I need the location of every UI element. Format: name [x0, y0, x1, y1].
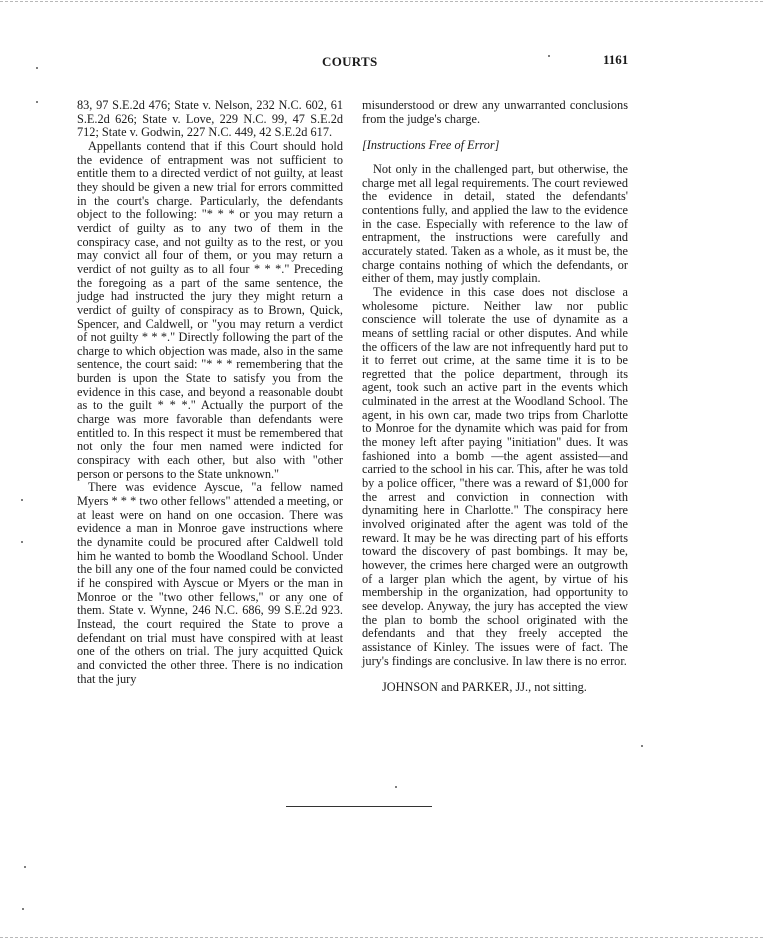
bottom-scan-border — [0, 937, 763, 938]
scan-speck — [24, 866, 26, 868]
scan-speck — [36, 67, 38, 69]
running-head: COURTS — [322, 54, 378, 69]
body-paragraph: Not only in the challenged part, but otherwise, the charge met all legal requirements. The court reviewed the evidence in detail, stated the defendants' contentions fully, and applied the law to the evidence in the case. Especially with reference to the law of entrapment, the instructions were carefully and accurately stated. Taken as a whole, as it must be, the charge contains nothing of which the defendants, or either of them, may justly complain. — [362, 161, 628, 286]
left-column — [77, 99, 343, 686]
body-paragraph: The evidence in this case does not disclose a wholesome picture. Neither law nor public conscience will tolerate the use of dynamite as a means of settling racial or other disputes. And while the officers of the law are not infrequently hard put to it to ferret out crime, at the same time it is to be regretted that the police department, through its agent, took such an active part in the events which culminated in the arrest at the Woodland School. The agent, in his own car, made two trips from Charlotte to Monroe for the dynamite which was paid for from the money left after paying "initiation" dues. It was fashioned into a bomb —the agent assisted—and carried to the school in his car. This, after he was told by a police officer, "there was a reward of $1,000 for the arrest and conviction in connection with dynamiting here in Charlotte." The conspiracy here involved originated after the agent was told of the reward. It may be he was directing part of his efforts toward the discovery of past bombings. It may be, however, the crimes here charged were an outgrowth of a larger plan which the agent, by virtue of his membership in the organization, had opportunity to see develop. Anyway, the jury has accepted the view the plan to bomb the school originated with the defendants and that they freely accepted the assistance of Kinley. The issues were of fact. The jury's findings are conclusive. In law there is no error. — [362, 284, 628, 668]
right-column — [362, 99, 628, 695]
page-number: 1161 — [603, 52, 629, 67]
scan-speck — [641, 745, 643, 747]
judges-not-sitting: JOHNSON and PARKER, JJ., not sitting. — [382, 680, 587, 695]
citation-paragraph: 83, 97 S.E.2d 476; State v. Nelson, 232 N.C. 602, 61 S.E.2d 626; State v. Love, 229 N.C. 99, 47 S.E.2d 712; State v. Godwin, 227 N.C. 449, 42 S.E.2d 617. — [77, 98, 343, 140]
body-paragraph: There was evidence Ayscue, "a fellow named Myers * * * two other fellows" attended a meeting, or at least were on hand on one occasion. There was evidence a man in Monroe gave instructions where the dynamite could be procured after Caldwell told him he wanted to bomb the Woodland School. Under the bill any one of the four named could be convicted if he conspired with Ayscue or Myers or the man in Monroe or the "two other fellows," or any one of them. State v. Wynne, 246 N.C. 686, 99 S.E.2d 923. Instead, the court required the State to prove a defendant on trial must have conspired with at least one of the others on trial. The jury acquitted Quick and convicted the other three. There is no indication that the jury — [77, 480, 343, 686]
continued-paragraph: misunderstood or drew any unwarranted conclusions from the judge's charge. — [362, 98, 628, 126]
top-scan-border — [0, 1, 763, 2]
scan-speck — [395, 786, 397, 788]
scan-speck — [21, 499, 23, 501]
body-paragraph: Appellants contend that if this Court should hold the evidence of entrapment was not sufficient to entitle them to a directed verdict of not guilty, at least they should be given a new trial for errors committed in the court's charge. Particularly, the defendants object to the following: "* * * or you may return a verdict of guilty as to any two of them in the conspiracy case, and not guilty as to the rest, or you may convict all four of them, or you may return a verdict of not guilty as to all four * * *." Preceding the foregoing as a part of the same sentence, the judge had instructed the jury they might return a verdict of guilty of conspiracy as to Brown, Quick, Spencer, and Caldwell, or "you may return a verdict of not guilty * * *." Directly following the part of the charge to which objection was made, also in the same sentence, the court said: "* * * remembering that the burden is upon the State to satisfy you from the evidence in this case, and beyond a reasonable doubt as to the guilt * * *." Actually the purport of the charge was more favorable than defendants were entitled to. In this respect it must be remembered that not only the four men named were indicted for conspiracy with each other, but also with "other person or persons to the State unknown." — [77, 138, 343, 481]
scan-speck — [36, 101, 38, 103]
scan-speck — [21, 541, 23, 543]
section-heading: [Instructions Free of Error] — [362, 138, 500, 153]
scan-speck — [548, 55, 550, 57]
end-of-opinion-rule — [286, 806, 432, 807]
scan-speck — [22, 908, 24, 910]
